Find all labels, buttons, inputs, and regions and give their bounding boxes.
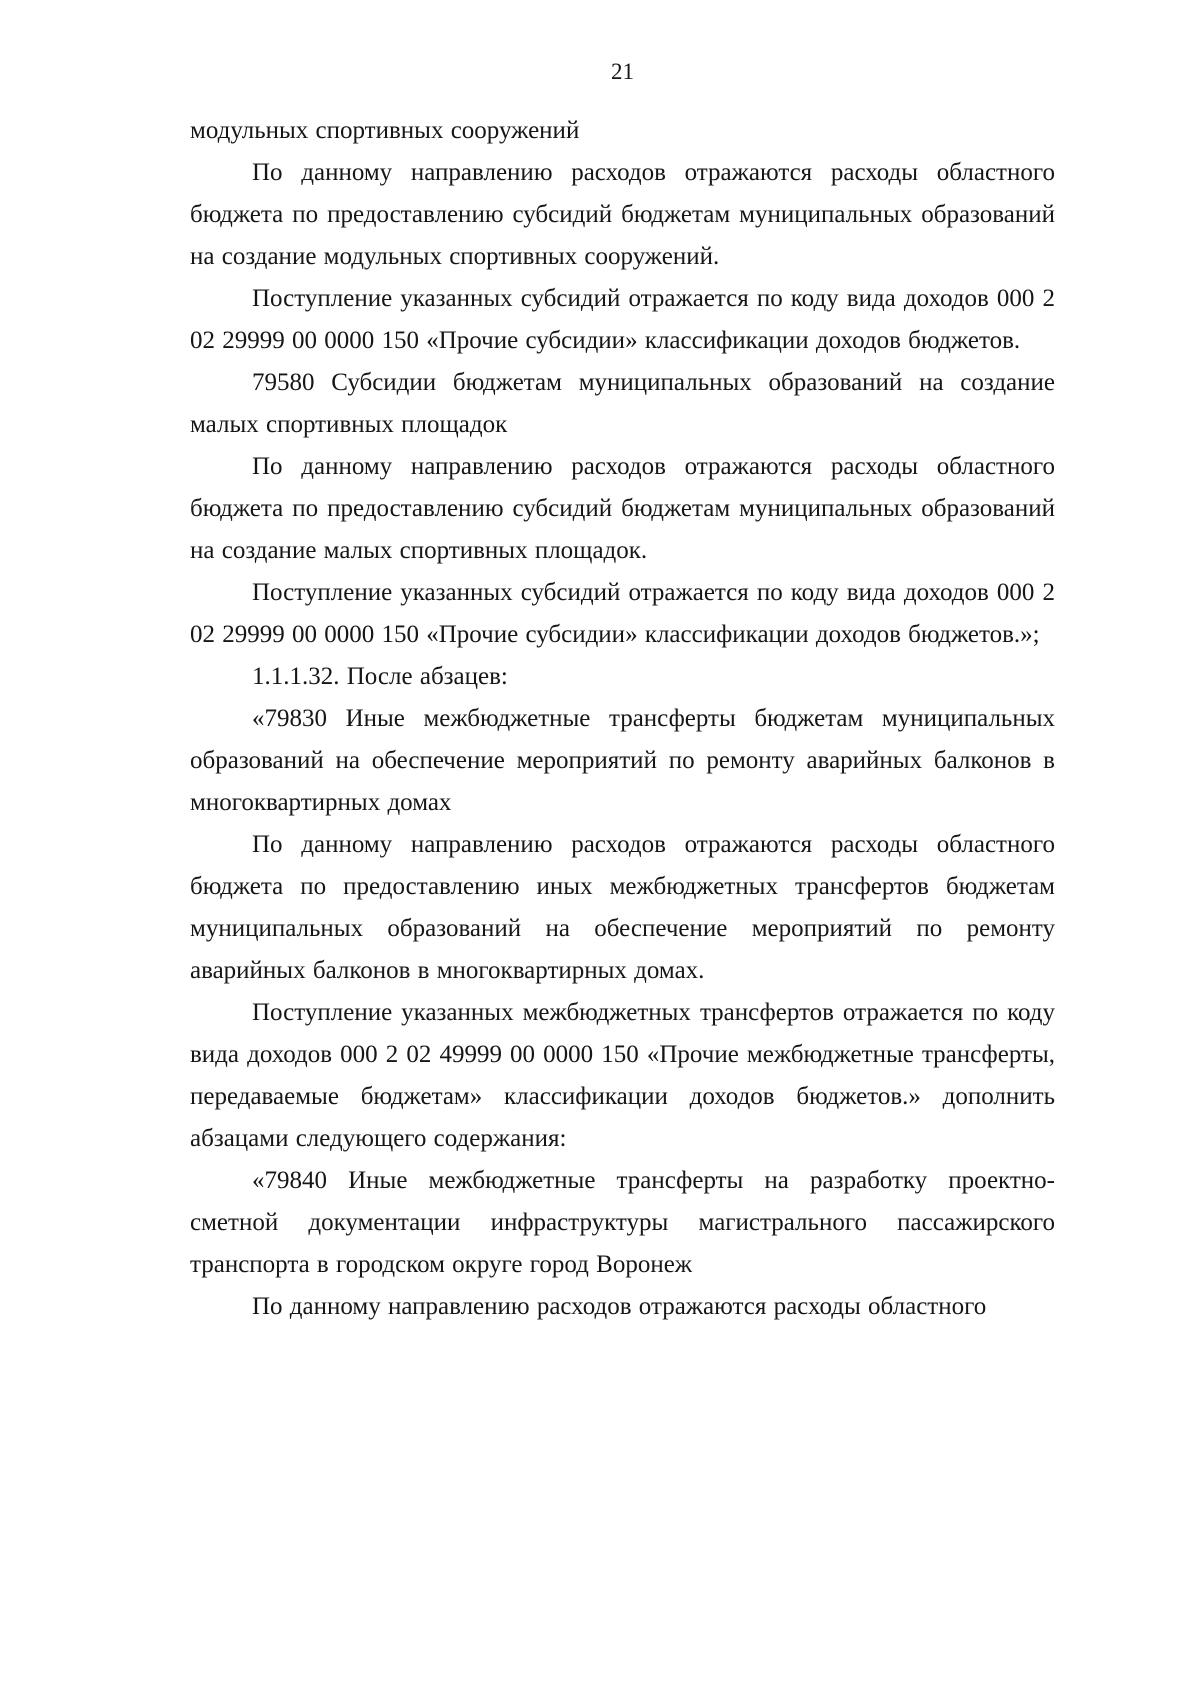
paragraph: «79830 Иные межбюджетные трансферты бюджетам муниципальных образований на обеспечение мероприятий по ремонту аварийных балконов в многоквартирных домах — [190, 705, 1055, 816]
paragraph: Поступление указанных субсидий отражается по коду вида доходов 000 2 02 29999 00 0000 150 «Прочие субсидии» классификации доходов бюджетов. — [190, 285, 1055, 354]
paragraph: модульных спортивных сооружений — [190, 117, 580, 144]
paragraph: «79840 Иные межбюджетные трансферты на разработку проектно-сметной документации инфраструктуры магистрального пассажирского транспорта в городском округе город Воронеж — [190, 1167, 1055, 1278]
page-number: 21 — [611, 59, 634, 84]
paragraph: 79580 Субсидии бюджетам муниципальных образований на создание малых спортивных площадок — [190, 369, 1055, 438]
paragraph: По данному направлению расходов отражаются расходы областного бюджета по предоставлению субсидий бюджетам муниципальных образований на создание модульных спортивных сооружений. — [190, 159, 1055, 270]
paragraph: По данному направлению расходов отражаются расходы областного бюджета по предоставлению субсидий бюджетам муниципальных образований на создание малых спортивных площадок. — [190, 453, 1055, 564]
document-content — [190, 110, 1055, 1328]
paragraph: Поступление указанных межбюджетных трансфертов отражается по коду вида доходов 000 2 02 49999 00 0000 150 «Прочие межбюджетные трансферты, передаваемые бюджетам» классификации доходов бюджетов.» дополнить абзацами следующего содержания: — [190, 999, 1055, 1152]
paragraph: По данному направлению расходов отражаются расходы областного — [252, 1293, 987, 1320]
paragraph: По данному направлению расходов отражаются расходы областного бюджета по предоставлению иных межбюджетных трансфертов бюджетам муниципальных образований на обеспечение мероприятий по ремонту аварийных балконов в многоквартирных домах. — [190, 831, 1055, 984]
paragraph: Поступление указанных субсидий отражается по коду вида доходов 000 2 02 29999 00 0000 150 «Прочие субсидии» классификации доходов бюджетов.»; — [190, 579, 1055, 648]
paragraph: 1.1.1.32. После абзацев: — [252, 663, 508, 690]
